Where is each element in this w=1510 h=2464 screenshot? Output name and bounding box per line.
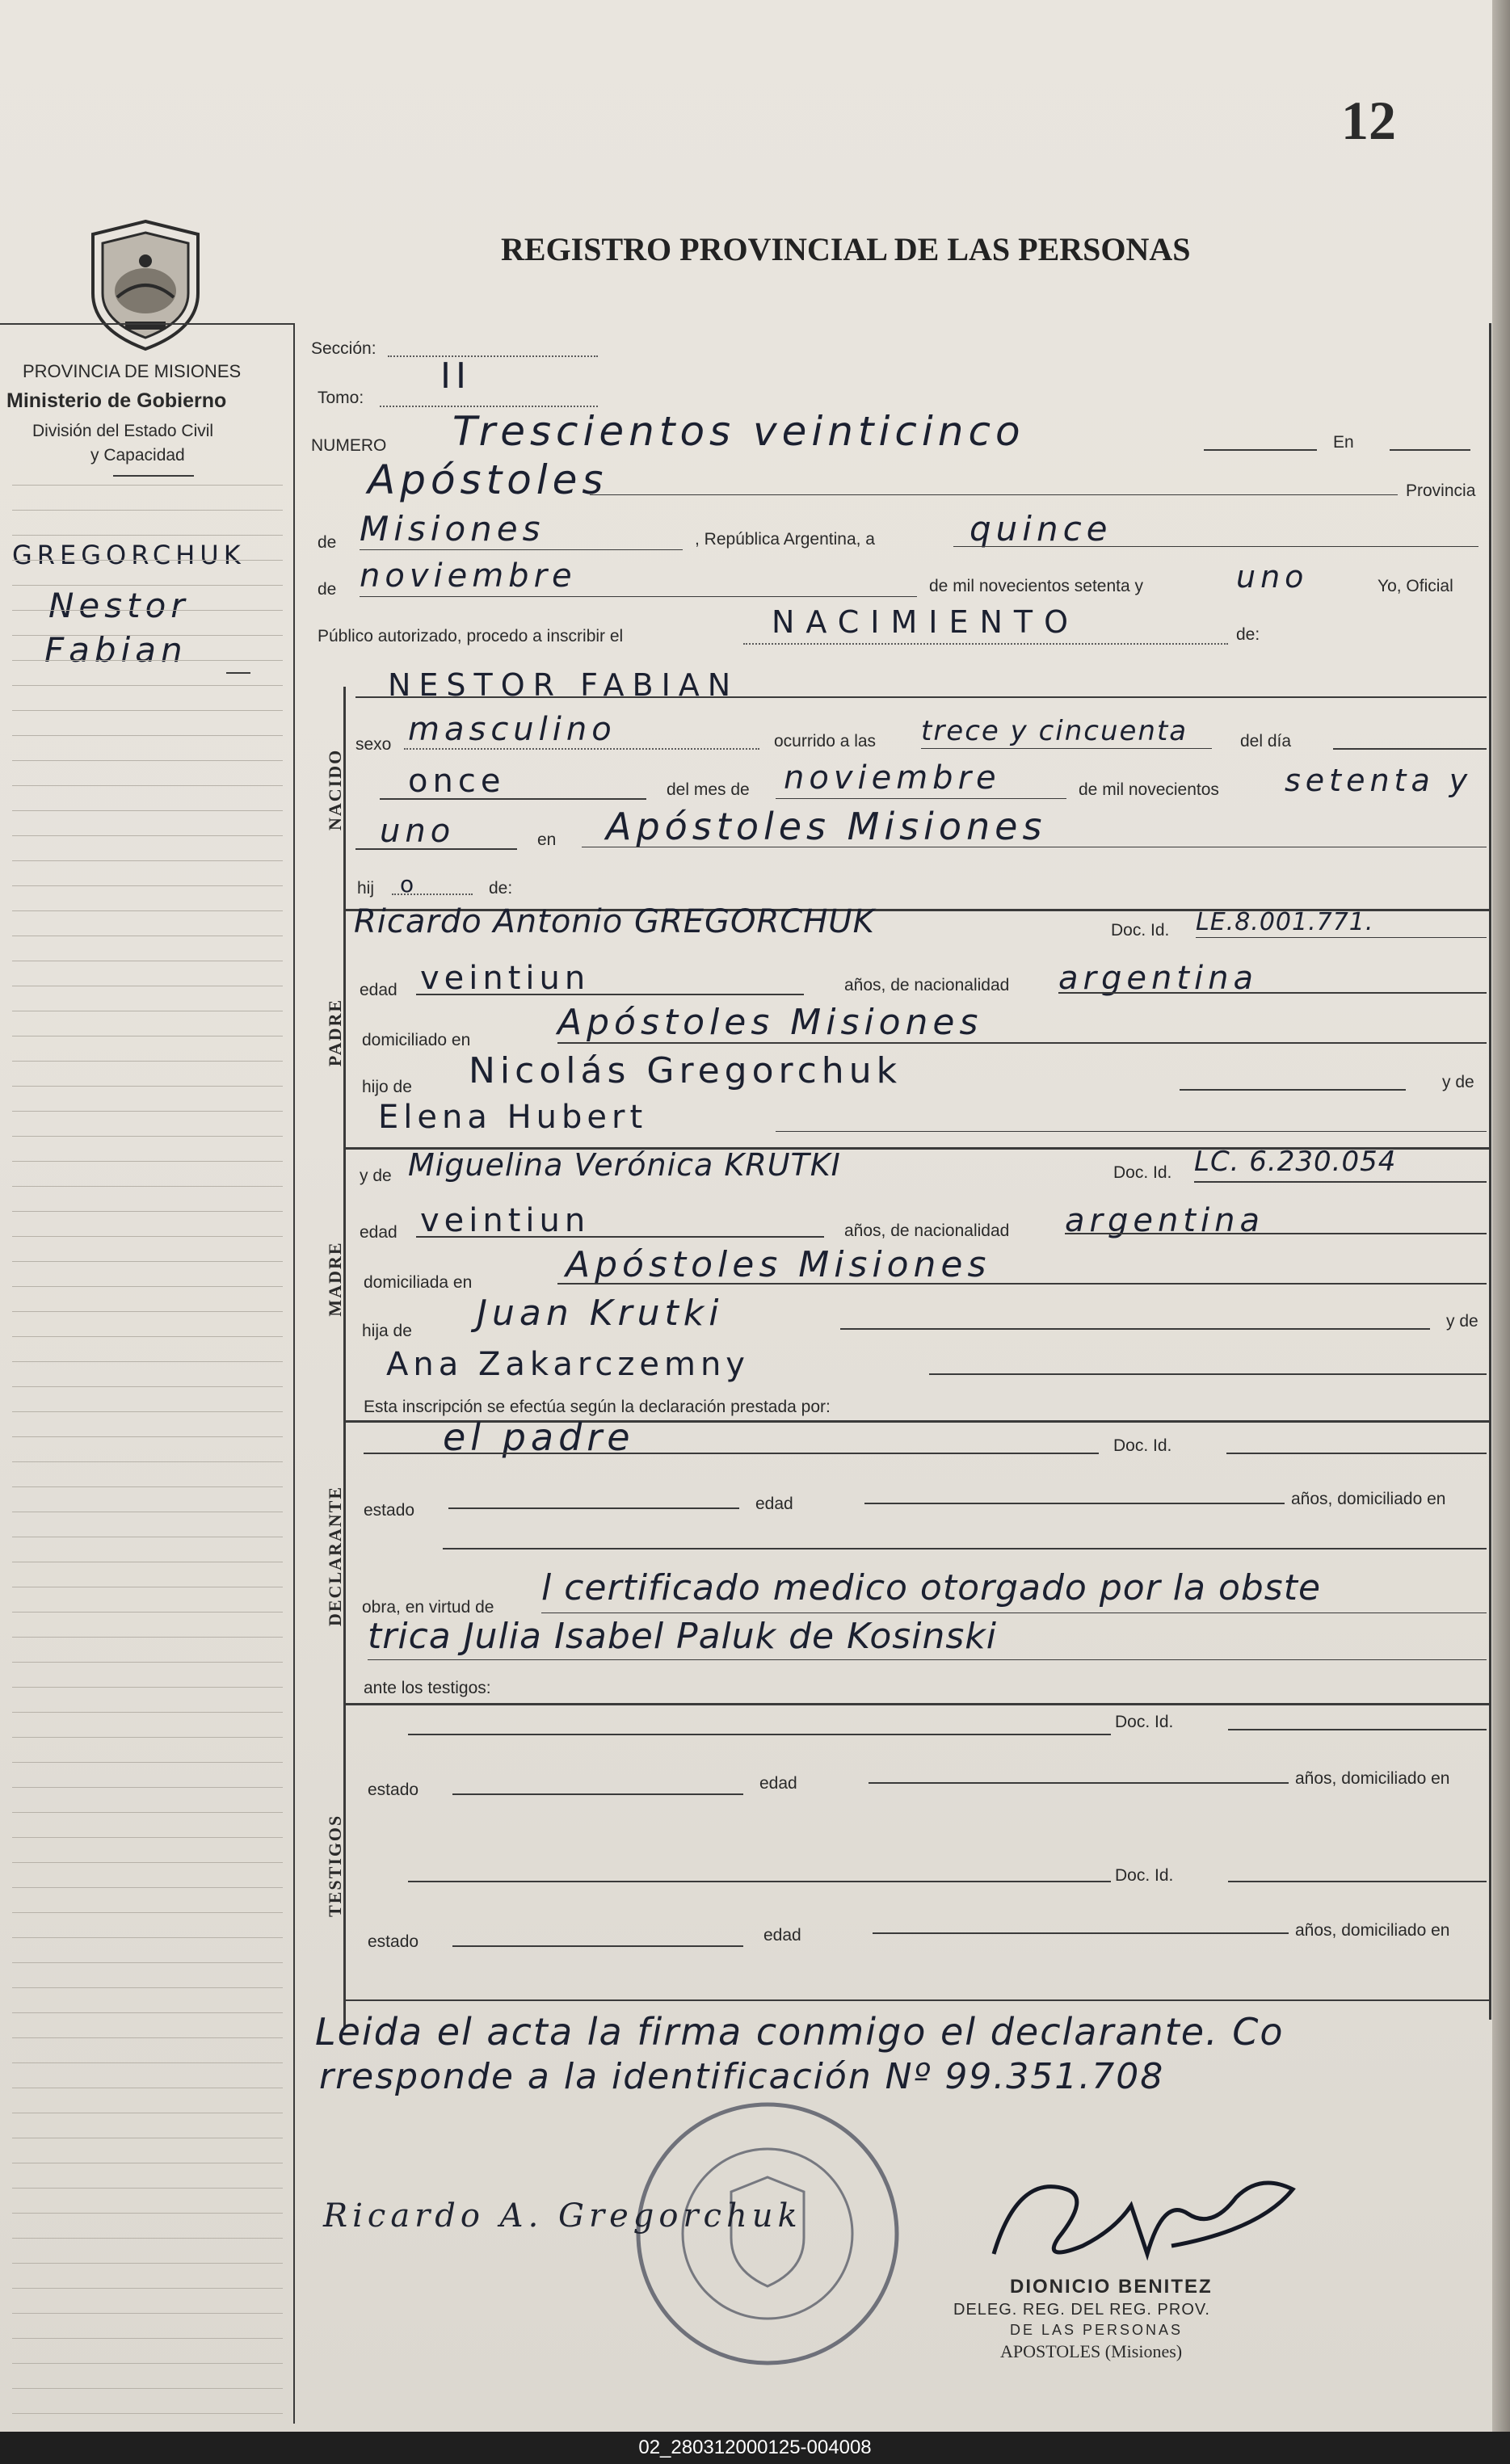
del-mes-label: del mes de xyxy=(667,780,750,799)
margin-rule-line xyxy=(12,1111,283,1112)
margin-surname: GREGORCHUK xyxy=(12,540,246,570)
doc-id-label-5: Doc. Id. xyxy=(1115,1866,1174,1885)
nacido-section-label: NACIDO xyxy=(325,748,345,830)
mother-age-value: veintiun xyxy=(420,1202,591,1239)
margin-given-name-1: Nestor xyxy=(48,586,190,625)
testigos-section-label: TESTIGOS xyxy=(325,1814,345,1917)
margin-rule-line xyxy=(12,1411,283,1412)
inscripcion-label: Esta inscripción se efectúa según la declaración prestada por: xyxy=(364,1398,831,1416)
hijo-label: hij xyxy=(357,879,375,898)
margin-given-name-2: Fabian xyxy=(44,630,187,670)
margin-rule-line xyxy=(12,1136,283,1137)
margin-rule-line xyxy=(12,1236,283,1237)
mil-novecientos-label: de mil novecientos xyxy=(1079,780,1219,799)
margin-rule-line xyxy=(12,1937,283,1938)
year-phrase-label: de mil novecientos setenta y xyxy=(929,577,1143,595)
obra-value-1: l certificado medico otorgado por la obste xyxy=(541,1567,1322,1608)
margin-rule-line xyxy=(12,2338,283,2339)
estado-label-2: estado xyxy=(368,1781,419,1799)
doc-id-label-1: Doc. Id. xyxy=(1111,921,1170,940)
margin-rule-line xyxy=(12,2012,283,2013)
numero-value: Trescientos veinticinco xyxy=(452,408,1025,455)
margin-rule-line xyxy=(12,1612,283,1613)
margin-rule-line xyxy=(12,2313,283,2314)
margin-rule-line xyxy=(12,535,283,536)
margin-rule-line xyxy=(12,2263,283,2264)
margin-rule-line xyxy=(12,810,283,811)
closing-note-line-1: Leida el acta la firma conmigo el declarante. Co xyxy=(315,2010,1285,2054)
margin-rule-line xyxy=(12,660,283,661)
nacionalidad-label-1: años, de nacionalidad xyxy=(844,976,1010,994)
domiciliada-label: domiciliada en xyxy=(364,1273,473,1292)
margin-rule-line xyxy=(12,1461,283,1462)
de-label-2: de xyxy=(318,580,337,599)
child-name-value: NESTOR FABIAN xyxy=(388,667,739,703)
margin-rule-line xyxy=(12,2413,283,2414)
margin-rule-line xyxy=(12,585,283,586)
edad-label-1: edad xyxy=(360,981,397,999)
estado-label-3: estado xyxy=(368,1932,419,1951)
margin-rule-line xyxy=(12,1386,283,1387)
margin-rule-line xyxy=(12,2062,283,2063)
margin-rule-line xyxy=(12,1286,283,1287)
edad-label-2: edad xyxy=(360,1223,397,1242)
y-de-label-3: y de xyxy=(1446,1312,1478,1331)
year-value: uno xyxy=(1236,559,1309,595)
margin-rule-line xyxy=(12,560,283,561)
margin-rule-line xyxy=(12,1336,283,1337)
sexo-value: masculino xyxy=(408,711,616,748)
margin-rule-line xyxy=(12,2188,283,2189)
hija-de-label: hija de xyxy=(362,1322,412,1340)
time-value: trece y cincuenta xyxy=(921,715,1188,747)
numero-label: NUMERO xyxy=(311,436,387,455)
domiciliado-label: domiciliado en xyxy=(362,1031,471,1049)
margin-rule-line xyxy=(12,1311,283,1312)
margin-rule-line xyxy=(12,1862,283,1863)
margin-rule-line xyxy=(12,1662,283,1663)
margin-rule-line xyxy=(12,1912,283,1913)
mother-nationality-value: argentina xyxy=(1065,1202,1264,1239)
declarant-value: el padre xyxy=(443,1415,635,1459)
margin-rule-line xyxy=(12,1887,283,1888)
madre-section-label: MADRE xyxy=(325,1241,345,1317)
mother-doc-value: LC. 6.230.054 xyxy=(1194,1146,1397,1178)
act-type-value: NACIMIENTO xyxy=(772,604,1080,640)
en-label-2: en xyxy=(537,830,557,849)
tomo-value: II xyxy=(440,355,471,397)
testigos-label: ante los testigos: xyxy=(364,1679,491,1697)
margin-rule-line xyxy=(12,1436,283,1437)
en-label: En xyxy=(1333,433,1354,452)
margin-rule-line xyxy=(12,510,283,511)
coat-of-arms-logo xyxy=(77,217,214,354)
seccion-label: Sección: xyxy=(311,339,376,358)
margin-rule-line xyxy=(12,2388,283,2389)
margin-rule-line xyxy=(12,485,283,486)
margin-rule-line xyxy=(12,1637,283,1638)
capacity-label: y Capacidad xyxy=(90,446,185,465)
father-nationality-value: argentina xyxy=(1058,960,1258,997)
province-label: PROVINCIA DE MISIONES xyxy=(23,361,242,381)
doc-id-label-4: Doc. Id. xyxy=(1115,1713,1174,1731)
edad-label-5: edad xyxy=(763,1926,801,1945)
sexo-label: sexo xyxy=(355,735,392,754)
official-title: DELEG. REG. DEL REG. PROV. xyxy=(953,2301,1210,2319)
margin-rule-line xyxy=(12,1687,283,1688)
margin-rule-line xyxy=(12,1812,283,1813)
margin-rule-line xyxy=(12,1712,283,1713)
margin-rule-line xyxy=(12,1186,283,1187)
margin-rule-line xyxy=(12,685,283,686)
de-label-3: de: xyxy=(1236,625,1260,644)
obra-value-2: trica Julia Isabel Paluk de Kosinski xyxy=(368,1616,997,1657)
margin-rule-line xyxy=(12,2238,283,2239)
declarant-signature: Ricardo A. Gregorchuk xyxy=(323,2197,802,2235)
father-name-value: Ricardo Antonio GREGORCHUK xyxy=(354,903,875,940)
margin-rule-line xyxy=(12,2213,283,2214)
de-label-4: de: xyxy=(489,879,513,898)
closing-note-line-2: rresponde a la identificación Nº 99.351.708 xyxy=(319,2056,1165,2097)
province-value: Misiones xyxy=(360,509,545,549)
anos-domiciliado-label-1: años, domiciliado en xyxy=(1291,1490,1446,1508)
father-doc-value: LE.8.001.771. xyxy=(1196,908,1374,936)
margin-rule-line xyxy=(12,1737,283,1738)
y-de-label-2: y de xyxy=(360,1167,392,1185)
margin-rule-line xyxy=(12,835,283,836)
margin-rule-line xyxy=(12,785,283,786)
birth-year-value-1: setenta y xyxy=(1285,763,1473,798)
mother-name-value: Miguelina Verónica KRUTKI xyxy=(408,1147,841,1183)
margin-rule-line xyxy=(12,1787,283,1788)
edad-label-4: edad xyxy=(759,1774,797,1793)
birth-month-value: noviembre xyxy=(784,759,1001,797)
estado-label-1: estado xyxy=(364,1501,415,1520)
padre-section-label: PADRE xyxy=(325,998,345,1067)
margin-rule-line xyxy=(12,885,283,886)
anos-domiciliado-label-2: años, domiciliado en xyxy=(1295,1769,1450,1788)
father-father-value: Nicolás Gregorchuk xyxy=(469,1050,902,1091)
margin-rule-line xyxy=(12,1987,283,1988)
margin-rule-line xyxy=(12,1837,283,1838)
father-address-value: Apóstoles Misiones xyxy=(557,1002,983,1043)
division-label: División del Estado Civil xyxy=(32,422,214,440)
publico-label: Público autorizado, procedo a inscribir el xyxy=(318,627,624,645)
father-age-value: veintiun xyxy=(420,960,591,997)
margin-rule-line xyxy=(12,635,283,636)
de-label-1: de xyxy=(318,533,337,552)
anos-domiciliado-label-3: años, domiciliado en xyxy=(1295,1921,1450,1940)
father-mother-value: Elena Hubert xyxy=(378,1099,648,1136)
margin-rule-line xyxy=(12,1962,283,1963)
birth-day-value: once xyxy=(408,763,506,800)
binding-edge xyxy=(1492,0,1510,2432)
republica-label: , República Argentina, a xyxy=(695,530,875,549)
page-title: REGISTRO PROVINCIAL DE LAS PERSONAS xyxy=(501,231,1191,267)
birth-year-value-2: uno xyxy=(380,813,456,850)
official-name: DIONICIO BENITEZ xyxy=(1010,2276,1213,2298)
mother-father-value: Juan Krutki xyxy=(477,1293,724,1334)
ocurrido-label: ocurrido a las xyxy=(774,732,877,751)
margin-rule-line xyxy=(12,2363,283,2364)
declarante-section-label: DECLARANTE xyxy=(325,1485,345,1626)
y-de-label-1: y de xyxy=(1442,1073,1474,1091)
month-value: noviembre xyxy=(360,557,577,595)
mother-mother-value: Ana Zakarczemny xyxy=(386,1346,750,1383)
margin-rule-line xyxy=(12,1211,283,1212)
mother-address-value: Apóstoles Misiones xyxy=(566,1244,991,1285)
margin-rule-line xyxy=(12,1161,283,1162)
provincia-label: Provincia xyxy=(1406,481,1476,500)
hijo-suffix-value: o xyxy=(400,871,419,898)
nacionalidad-label-2: años, de nacionalidad xyxy=(844,1221,1010,1240)
margin-rule-line xyxy=(12,610,283,611)
margin-rule-line xyxy=(12,2288,283,2289)
del-dia-label: del día xyxy=(1240,732,1292,751)
margin-rule-line xyxy=(12,1086,283,1087)
margin-rule-line xyxy=(12,1361,283,1362)
doc-id-label-3: Doc. Id. xyxy=(1113,1436,1172,1455)
place-value: Apóstoles xyxy=(368,456,608,503)
day-value: quince xyxy=(970,509,1113,549)
margin-rule-line xyxy=(12,2037,283,2038)
margin-rule-line xyxy=(12,1261,283,1262)
tomo-label: Tomo: xyxy=(318,389,364,407)
margin-rule-line xyxy=(12,910,283,911)
page-number: 12 xyxy=(1341,90,1396,151)
margin-rule-line xyxy=(12,1762,283,1763)
ministry-label: Ministerio de Gobierno xyxy=(6,389,227,412)
official-title-2: DE LAS PERSONAS xyxy=(1010,2322,1184,2338)
edad-label-3: edad xyxy=(755,1495,793,1513)
image-id-caption: 02_280312000125-004008 xyxy=(0,2432,1510,2464)
margin-rule-line xyxy=(12,860,283,861)
margin-rule-line xyxy=(12,710,283,711)
official-location: APOSTOLES (Misiones) xyxy=(1000,2341,1183,2361)
hijo-de-label-1: hijo de xyxy=(362,1078,412,1096)
doc-id-label-2: Doc. Id. xyxy=(1113,1163,1172,1182)
margin-rule-line xyxy=(12,735,283,736)
obra-label: obra, en virtud de xyxy=(362,1598,494,1617)
margin-rule-line xyxy=(12,1061,283,1062)
margin-rule-line xyxy=(12,760,283,761)
oficial-label: Yo, Oficial xyxy=(1378,577,1453,595)
margin-rule-line xyxy=(12,1486,283,1487)
official-signature xyxy=(970,2141,1309,2286)
birth-place-value: Apóstoles Misiones xyxy=(606,805,1047,848)
